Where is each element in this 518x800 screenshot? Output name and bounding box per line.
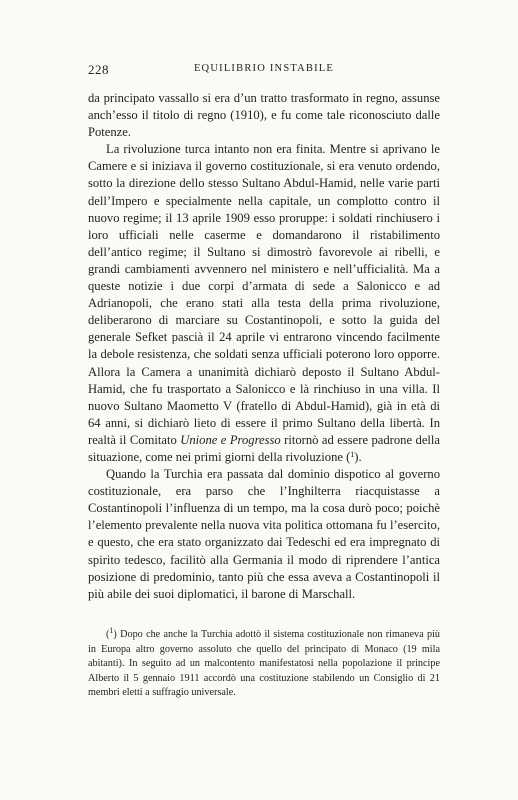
footnote-paragraph — [88, 628, 440, 701]
body-text — [88, 90, 440, 603]
footnote-marker-close: ) — [113, 629, 117, 640]
footnote-marker-number: 1 — [109, 626, 114, 635]
footnote-reference: 1 — [350, 449, 355, 459]
paragraph-2 — [88, 141, 440, 466]
paragraph-2-text: La rivoluzione turca intanto non era finita. Mentre si aprivano le Camere e si iniziava il governo costituzionale, si era venuto ordendo, sotto la direzione dello stesso Sultano Abdul-Hamid, nelle varie parti dell’Impero e specialmente nella capitale, un complotto contro il nuovo regime; il 13 aprile 1909 esso proruppe: i soldati rinchiusero i loro ufficiali nelle caserme e domandarono il ristabilimento dell’antico regime; il Sultano si dimostrò favorevole ai ribelli, e grandi cambiamenti avvennero nel ministero e nell’ufficialità. Ma a queste notizie i due corpi d’armata di sede a Salonicco e ad Adrianopoli, che erano stati alla testa della prima rivoluzione, deliberarono di marciare su Costantinopoli, e sotto la guida del generale Sefket pascià il 24 aprile vi entrarono vincendo facilmente la debole resistenza, che soldati senza ufficiali poterono loro opporre. Allora la Camera a unanimità dichiarò deposto il Sultano Abdul-Hamid, che fu trasportato a Salonicco e là rinchiuso in una villa. Il nuovo Sultano Maometto V (fratello di Abdul-Hamid), già in età di 64 anni, si dichiarò lieto di essere il primo Sultano della libertà. In realtà il Comitato — [88, 142, 440, 447]
paragraph-3: Quando la Turchia era passata dal dominio dispotico al governo costituzionale, era parso che l’Inghilterra riacquistasse a Costantinopoli l’influenza di un tempo, ma la cosa durò poco; poichè l’elemento prevalente nella nuova vita politica ottomana fu l’esercito, e questo, che era stato organizzato dai Tedeschi ed era impregnato di spirito tedesco, facilitò alla Germania il modo di riprendere l’antica posizione di predominio, tanto più che essa aveva a Costantinopoli il più abile dei suoi diplomatici, il barone di Marschall. — [88, 467, 440, 601]
paragraph-2-text-cont: ritornò ad essere padrone della situazione, come nei primi giorni della rivoluzione ( — [88, 432, 441, 464]
page-number: 228 — [88, 62, 109, 77]
footnote-marker-open: ( — [106, 629, 110, 640]
footnote — [88, 628, 440, 701]
paragraph-2-end: ). — [354, 449, 362, 464]
italic-committee-name: Unione e Progresso — [180, 432, 281, 447]
paragraph-1: da principato vassallo si era d’un tratto trasformato in regno, assunse anch’esso il titolo di regno (1910), e fu come tale riconosciuto dalle Potenze. — [88, 91, 440, 140]
footnote-text: Dopo che anche la Turchia adottò il sistema costituzionale non rimaneva più in Europa altro governo assoluto che quello del principato di Monaco (19 mila abitanti). In seguito ad un malcontento manifestatosi nella popolazione il principe Alberto il 5 gennaio 1911 accordò una costituzione stabilendo un Consiglio di 21 membri eletti a suffragio universale. — [88, 629, 440, 698]
page-header — [88, 62, 440, 80]
running-title: EQUILIBRIO INSTABILE — [193, 63, 335, 74]
